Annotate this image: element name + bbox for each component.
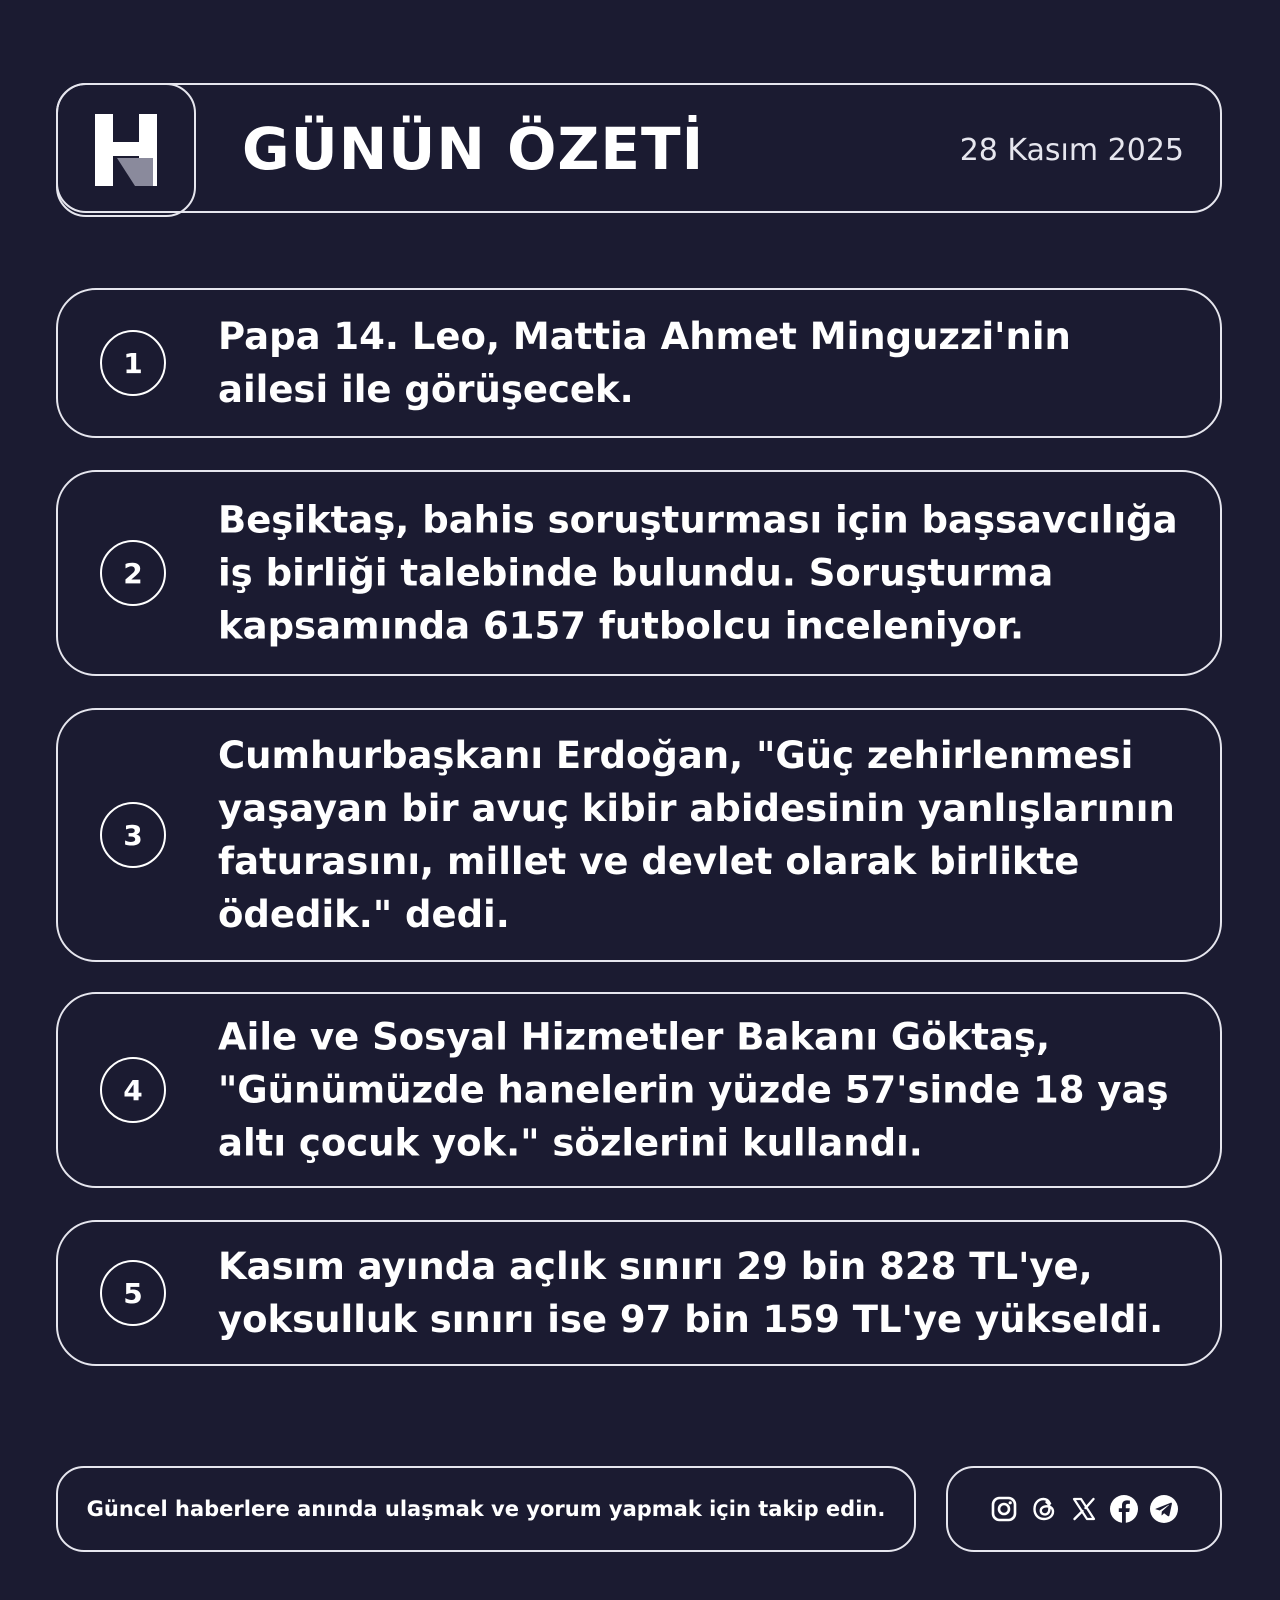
follow-banner: [56, 1466, 916, 1552]
item-number-badge: 3: [100, 802, 166, 868]
logo[interactable]: [56, 83, 196, 217]
news-text: Aile ve Sosyal Hizmetler Bakanı Göktaş, "Günümüzde hanelerin yüzde 57'sinde 18 yaş altı çocuk yok." sözlerini kullandı.: [218, 1015, 1169, 1165]
news-text: Cumhurbaşkanı Erdoğan, "Güç zehirlenmesi yaşayan bir avuç kibir abidesinin yanlışlarının faturasını, millet ve devlet olarak birlikte ödedik." dedi.: [218, 734, 1175, 936]
news-item[interactable]: [56, 1220, 1222, 1366]
item-number-badge: 1: [100, 330, 166, 396]
news-item[interactable]: [56, 992, 1222, 1188]
news-item[interactable]: [56, 708, 1222, 962]
news-item[interactable]: [56, 470, 1222, 676]
facebook-icon[interactable]: [1108, 1493, 1140, 1525]
header-bar: [56, 83, 1222, 213]
page-title: GÜNÜN ÖZETİ: [242, 115, 705, 183]
x-icon[interactable]: [1068, 1493, 1100, 1525]
threads-icon[interactable]: [1028, 1493, 1060, 1525]
news-item[interactable]: [56, 288, 1222, 438]
date-label: 28 Kasım 2025: [959, 133, 1184, 168]
social-links: [946, 1466, 1222, 1552]
h-logo-icon: [95, 114, 157, 186]
news-text: Beşiktaş, bahis soruşturması için başsavcılığa iş birliği talebinde bulundu. Soruşturma kapsamında 6157 futbolcu inceleniyor.: [218, 498, 1178, 648]
telegram-icon[interactable]: [1148, 1493, 1180, 1525]
instagram-icon[interactable]: [988, 1493, 1020, 1525]
follow-text: Güncel haberlere anında ulaşmak ve yorum yapmak için takip edin.: [86, 1497, 886, 1521]
item-number-badge: 5: [100, 1260, 166, 1326]
news-text: Papa 14. Leo, Mattia Ahmet Minguzzi'nin ailesi ile görüşecek.: [218, 315, 1071, 411]
item-number-badge: 2: [100, 540, 166, 606]
news-text: Kasım ayında açlık sınırı 29 bin 828 TL'ye, yoksulluk sınırı ise 97 bin 159 TL'ye yükseldi.: [218, 1245, 1164, 1341]
item-number-badge: 4: [100, 1057, 166, 1123]
